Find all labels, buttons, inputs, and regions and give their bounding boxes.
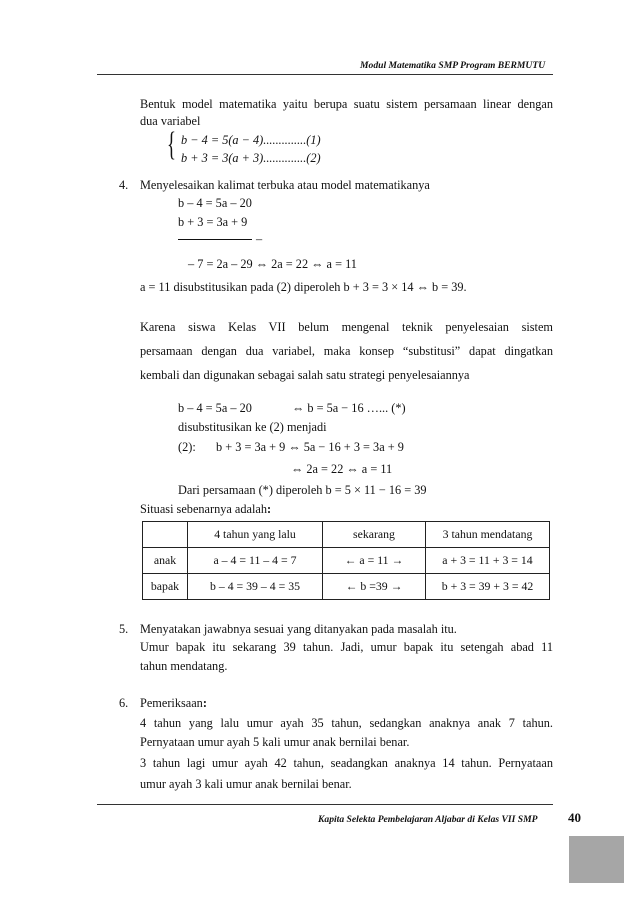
table-header-row [143,522,550,548]
step6-line3: 3 tahun lagi umur ayah 42 tahun, seadangkan anaknya 14 tahun. Pernyataan [140,756,553,770]
running-header: Modul Matematika SMP Program BERMUTU [360,60,546,71]
table-cell: b + 3 = 39 + 3 = 42 [426,574,550,600]
intro-text-line2: dua variabel [140,114,201,128]
page-tab-block [569,836,624,883]
step5-number: 5. [119,622,129,636]
table-cell: a – 4 = 11 – 4 = 7 [188,548,323,574]
subst-eq1-right: ⇔ b = 5a − 16 …... (*) [292,401,406,415]
situation-title: Situasi sebenarnya adalah: [140,502,272,516]
subst-note: disubstitusikan ke (2) menjadi [178,420,327,434]
system-equation-1: b − 4 = 5(a − 4)..............(1) [181,133,321,147]
paragraph-line2: persamaan dengan dua variabel, maka konsep “substitusi” dapat dingatkan [140,344,553,358]
table-cell: b – 4 = 39 – 4 = 35 [188,574,323,600]
system-brace: { [167,126,176,163]
table-header-cell: sekarang [323,522,426,548]
table-cell: a + 3 = 11 + 3 = 14 [426,548,550,574]
step4-eq2: b + 3 = 3a + 9 [178,215,248,229]
table-row [143,574,550,600]
header-rule [97,74,553,75]
step4-result: – 7 = 2a – 29 ⇔ 2a = 22 ⇔ a = 11 [188,257,357,271]
subtraction-rule [178,239,252,240]
table-row [143,548,550,574]
step4-eq1: b – 4 = 5a – 20 [178,196,252,210]
intro-text-line1: Bentuk model matematika yaitu berupa suatu sistem persamaan linear dengan [140,97,553,111]
table-header-cell: 4 tahun yang lalu [188,522,323,548]
table-header-cell: 3 tahun mendatang [426,522,550,548]
situation-table [142,521,550,600]
table-cell: anak [143,548,188,574]
subst-eq1-left: b – 4 = 5a – 20 [178,401,252,415]
page-number: 40 [568,810,581,825]
footer-rule [97,804,553,805]
subst-eq2-label: (2): [178,440,196,454]
table-header-cell [143,522,188,548]
step6-line2: Pernyataan umur ayah 5 kali umur anak bernilai benar. [140,735,410,749]
step5-line2: tahun mendatang. [140,659,228,673]
step6-title: Pemeriksaan: [140,696,207,710]
step6-line1: 4 tahun yang lalu umur ayah 35 tahun, sedangkan anaknya anak 7 tahun. [140,716,553,730]
step5-title: Menyatakan jawabnya sesuai yang ditanyakan pada masalah itu. [140,622,457,636]
subst-eq3: ⇔ 2a = 22 ⇔ a = 11 [291,462,393,476]
paragraph-line1: Karena siswa Kelas VII belum mengenal teknik penyelesaian sistem [140,320,553,334]
system-equation-2: b + 3 = 3(a + 3)..............(2) [181,151,321,165]
running-footer: Kapita Selekta Pembelajaran Aljabar di Kelas VII SMP [318,814,538,825]
subst-eq2: b + 3 = 3a + 9 ⇔ 5a − 16 + 3 = 3a + 9 [216,440,404,454]
table-cell: ← b =39 → [323,574,426,600]
step4-substitution: a = 11 disubstitusikan pada (2) diperoleh b + 3 = 3 × 14 ⇔ b = 39. [140,280,467,294]
paragraph-line3: kembali dan digunakan sebagai salah satu strategi penyelesaiannya [140,368,470,382]
step4-number: 4. [119,178,129,192]
table-cell: bapak [143,574,188,600]
step5-line1: Umur bapak itu sekarang 39 tahun. Jadi, umur bapak itu setengah abad 11 [140,640,553,654]
subst-conclusion: Dari persamaan (*) diperoleh b = 5 × 11 − 16 = 39 [178,483,427,497]
step4-title: Menyelesaikan kalimat terbuka atau model matematikanya [140,178,430,192]
step6-number: 6. [119,696,129,710]
step6-line4: umur ayah 3 kali umur anak bernilai benar. [140,777,352,791]
subtraction-sign: – [256,232,263,246]
table-cell: ← a = 11 → [323,548,426,574]
